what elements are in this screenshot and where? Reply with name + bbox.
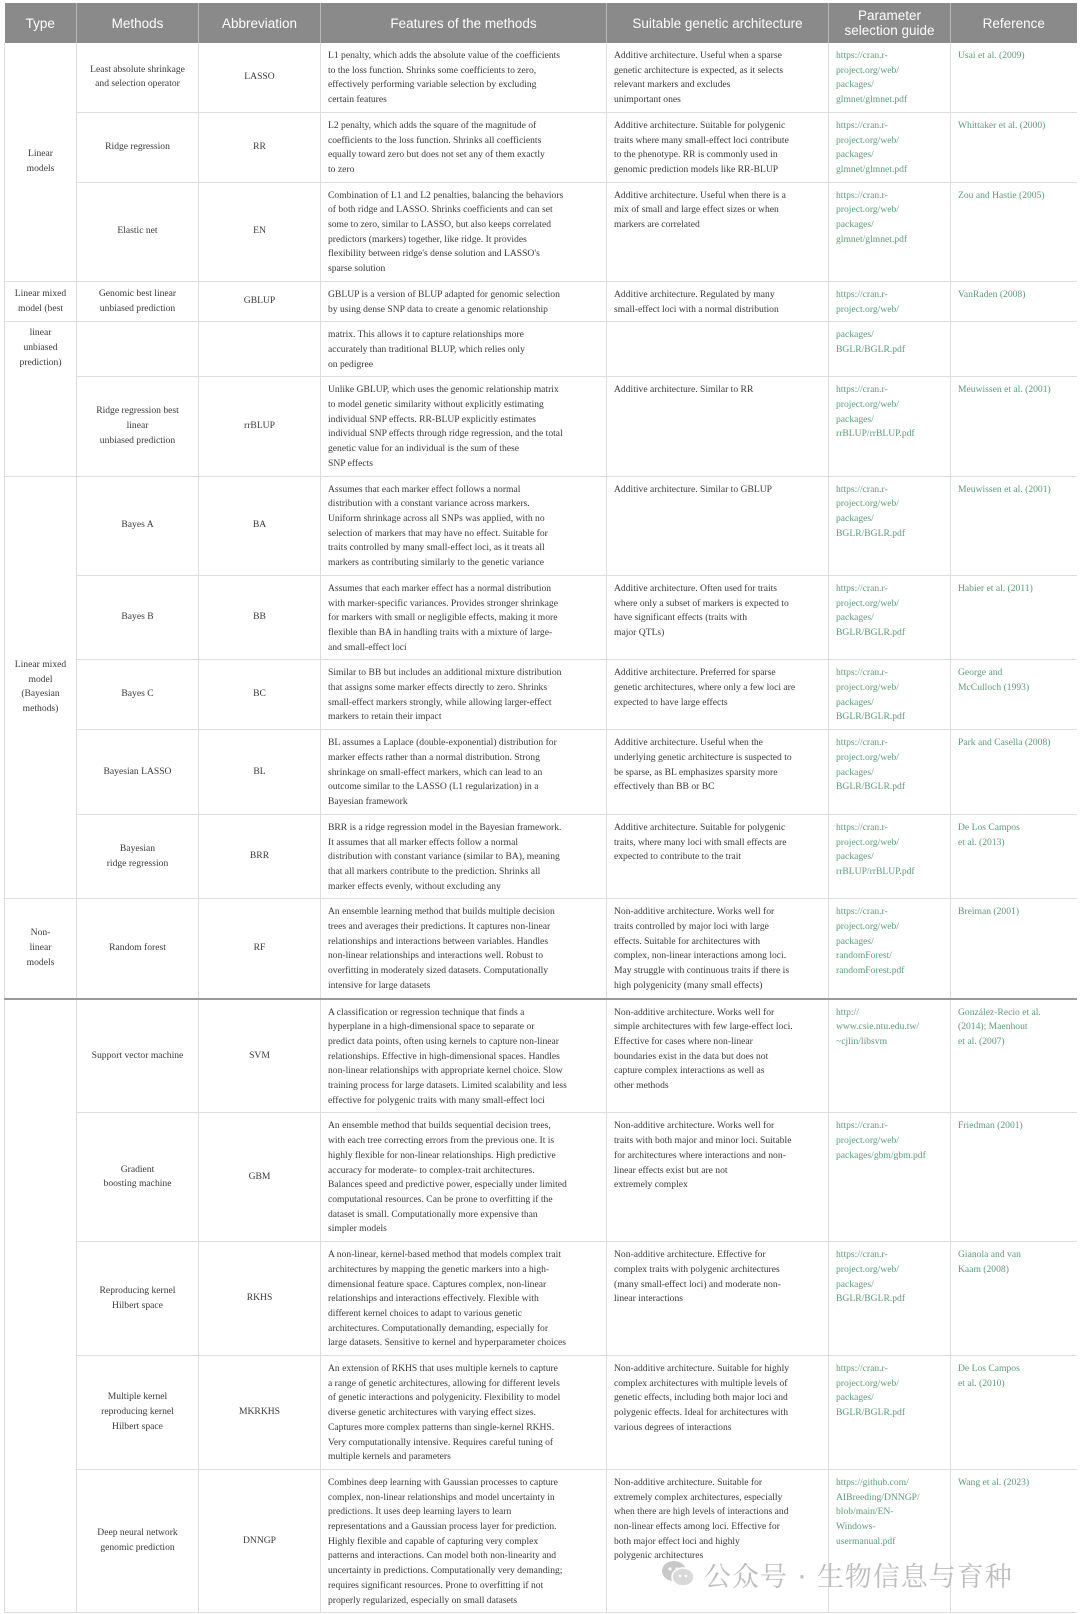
architecture-cell: Additive architecture. Similar to GBLUP (607, 476, 829, 575)
parameter-link[interactable]: https://cran.r- project.org/web/ packages/ glmnet/glmnet.pdf (829, 112, 951, 182)
parameter-link[interactable]: https://cran.r- project.org/web/ packages/ randomForest/ randomForest.pdf (829, 899, 951, 999)
type-cell: Non- linear models (5, 899, 77, 999)
parameter-link[interactable]: http:// www.csie.ntu.edu.tw/ ~cjlin/libsvm (829, 999, 951, 1113)
reference-link[interactable]: Meuwissen et al. (2001) (951, 377, 1077, 476)
header-abbreviation: Abbreviation (199, 3, 321, 43)
architecture-cell: Non-additive architecture. Works well for simple architectures with few large-effect loci. Effective for cases where non-linear boundaries exist in the data but does not capture complex interactions as well as other methods (607, 999, 829, 1113)
table-row (5, 730, 1077, 815)
header-methods: Methods (77, 3, 199, 43)
features-cell: BL assumes a Laplace (double-exponential) distribution for marker effects rather than a normal distribution. Strong shrinkage on small-effect markers, which can lead to an outcome similar to the LASSO (L1 regularization) in a Bayesian framework (321, 730, 607, 815)
method-cell: Bayes B (77, 575, 199, 660)
abbr-cell: BB (199, 575, 321, 660)
features-cell: Assumes that each marker effect has a normal distribution with marker-specific variances. Provides stronger shrinkage for markers with small or negligible effects, making it more flexible than BA in handling traits with a mixture of large- and small-effect loci (321, 575, 607, 660)
parameter-link[interactable]: https://cran.r- project.org/web/ packages/ BGLR/BGLR.pdf (829, 575, 951, 660)
method-cell: Ridge regression best linear unbiased prediction (77, 377, 199, 476)
abbr-cell: GBM (199, 1113, 321, 1242)
table-row (5, 814, 1077, 899)
reference-link[interactable]: Gianola and van Kaam (2008) (951, 1242, 1077, 1356)
architecture-cell: Non-additive architecture. Works well for traits with both major and minor loci. Suitable for architectures where interactions and non- linear effects exist but are not extremely complex (607, 1113, 829, 1242)
abbr-cell: RKHS (199, 1242, 321, 1356)
features-cell: Unlike GBLUP, which uses the genomic relationship matrix to model genetic similarity without explicitly estimating individual SNP effects. RR-BLUP explicitly estimates individual SNP effects through ridge regression, and the total genetic value for an individual is the sum of these SNP effects (321, 377, 607, 476)
method-cell: Random forest (77, 899, 199, 999)
abbr-cell: EN (199, 182, 321, 281)
features-cell: An ensemble learning method that builds multiple decision trees and averages their predictions. It captures non-linear relationships and interactions between variables. Handles non-linear relationships and interactions well. Robust to overfitting in moderately sized datasets. Computationally intensive for large datasets (321, 899, 607, 999)
table-row (5, 182, 1077, 281)
architecture-cell: Additive architecture. Useful when the underlying genetic architecture is suspected to be sparse, as BL emphasizes sparsity more effectively than BB or BC (607, 730, 829, 815)
method-cell: Bayesian ridge regression (77, 814, 199, 899)
header-row (5, 3, 1077, 43)
table-row (5, 1356, 1077, 1470)
parameter-link[interactable]: https://cran.r- project.org/web/ packages/ BGLR/BGLR.pdf (829, 1242, 951, 1356)
reference-link[interactable]: De Los Campos et al. (2013) (951, 814, 1077, 899)
parameter-link[interactable]: https://cran.r- project.org/web/ packages/ glmnet/glmnet.pdf (829, 43, 951, 112)
header-reference: Reference (951, 3, 1077, 43)
parameter-link[interactable]: https://cran.r- project.org/web/ packages/ glmnet/glmnet.pdf (829, 182, 951, 281)
architecture-cell: Additive architecture. Often used for traits where only a subset of markers is expected to have significant effects (traits with major QTLs) (607, 575, 829, 660)
abbr-cell: RF (199, 899, 321, 999)
method-cell: Least absolute shrinkage and selection operator (77, 43, 199, 112)
reference-link[interactable]: González-Recio et al. (2014); Maenhout et al. (2007) (951, 999, 1077, 1113)
architecture-cell: Additive architecture. Suitable for polygenic traits where many small-effect loci contribute to the phenotype. RR is commonly used in genomic prediction models like RR-BLUP (607, 112, 829, 182)
architecture-cell: Non-additive architecture. Suitable for highly complex architectures with multiple levels of genetic effects, including both major loci and polygenic effects. Ideal for architectures with various degrees of interactions (607, 1356, 829, 1470)
parameter-link[interactable]: packages/ BGLR/BGLR.pdf (829, 322, 951, 377)
abbr-cell: SVM (199, 999, 321, 1113)
type-cell: linear unbiased prediction) (5, 322, 77, 476)
features-cell: GBLUP is a version of BLUP adapted for genomic selection by using dense SNP data to create a genomic relationship (321, 281, 607, 321)
reference-link[interactable]: VanRaden (2008) (951, 281, 1077, 321)
features-cell: L1 penalty, which adds the absolute value of the coefficients to the loss function. Shrinks some coefficients to zero, effectively performing variable selection by excluding certain features (321, 43, 607, 112)
parameter-link[interactable]: https://cran.r- project.org/web/ packages/ rrBLUP/rrBLUP.pdf (829, 377, 951, 476)
features-cell: Assumes that each marker effect follows a normal distribution with a constant variance across markers. Uniform shrinkage across all SNPs was applied, with no selection of markers that may have no effect. Suitable for traits controlled by many small-effect loci, as it treats all markers as contributing similarly to the genetic variance (321, 476, 607, 575)
parameter-link[interactable]: https://cran.r- project.org/web/ packages/ BGLR/BGLR.pdf (829, 476, 951, 575)
reference-link[interactable]: George and McCulloch (1993) (951, 660, 1077, 730)
header-architecture: Suitable genetic architecture (607, 3, 829, 43)
features-cell: L2 penalty, which adds the square of the magnitude of coefficients to the loss function. Shrinks all coefficients equally toward zero but does not set any of them exactly to zero (321, 112, 607, 182)
table-row (5, 112, 1077, 182)
table-row (5, 281, 1077, 321)
table-row (5, 377, 1077, 476)
table-row (5, 322, 1077, 377)
architecture-cell: Additive architecture. Useful when there is a mix of small and large effect sizes or when markers are correlated (607, 182, 829, 281)
method-cell: Elastic net (77, 182, 199, 281)
architecture-cell: Additive architecture. Useful when a sparse genetic architecture is expected, as it selects relevant markers and excludes unimportant ones (607, 43, 829, 112)
abbr-cell (199, 322, 321, 377)
abbr-cell: DNNGP (199, 1469, 321, 1612)
method-cell (77, 322, 199, 377)
architecture-cell: Additive architecture. Similar to RR (607, 377, 829, 476)
method-cell: Bayes C (77, 660, 199, 730)
reference-link[interactable]: Whittaker et al. (2000) (951, 112, 1077, 182)
abbr-cell: BA (199, 476, 321, 575)
parameter-link[interactable]: https://cran.r- project.org/web/ (829, 281, 951, 321)
reference-link[interactable]: Friedman (2001) (951, 1113, 1077, 1242)
method-cell: Multiple kernel reproducing kernel Hilbert space (77, 1356, 199, 1470)
abbr-cell: BL (199, 730, 321, 815)
abbr-cell: BRR (199, 814, 321, 899)
table-row (5, 476, 1077, 575)
method-cell: Reproducing kernel Hilbert space (77, 1242, 199, 1356)
features-cell: An extension of RKHS that uses multiple kernels to capture a range of genetic architectures, allowing for different levels of genetic interactions and polygenicity. Flexibility to model diverse genetic architectures with varying effect sizes. Captures more complex patterns than single-kernel RKHS. Very computationally intensive. Requires careful tuning of multiple kernels and parameters (321, 1356, 607, 1470)
header-type: Type (5, 3, 77, 43)
table-row (5, 999, 1077, 1113)
features-cell: Combines deep learning with Gaussian processes to capture complex, non-linear relationships and model uncertainty in predictions. It uses deep learning layers to learn representations and a Gaussian process layer for prediction. Highly flexible and capable of capturing very complex patterns and interactions. Can model both non-linearity and uncertainty in predictions. Computationally very demanding; requires significant resources. Prone to overfitting if not properly regularized, especially on small datasets (321, 1469, 607, 1612)
table-row (5, 575, 1077, 660)
reference-link[interactable]: Habier et al. (2011) (951, 575, 1077, 660)
table-row (5, 899, 1077, 999)
table-row (5, 1469, 1077, 1612)
features-cell: A non-linear, kernel-based method that models complex trait architectures by mapping the genetic markers into a high- dimensional feature space. Captures complex, non-linear relationships and interactions effectively. Flexible with different kernel choices to adapt to various genetic architectures. Computationally demanding, especially for large datasets. Sensitive to kernel and hyperparameter choices (321, 1242, 607, 1356)
method-cell: Support vector machine (77, 999, 199, 1113)
architecture-cell: Additive architecture. Preferred for sparse genetic architectures, where only a few loci are expected to have large effects (607, 660, 829, 730)
header-parameter-guide: Parameter selection guide (829, 3, 951, 43)
method-cell: Genomic best linear unbiased prediction (77, 281, 199, 321)
method-cell: Gradient boosting machine (77, 1113, 199, 1242)
architecture-cell: Additive architecture. Suitable for polygenic traits, where many loci with small effects are expected to contribute to the trait (607, 814, 829, 899)
abbr-cell: rrBLUP (199, 377, 321, 476)
architecture-cell: Non-additive architecture. Suitable for extremely complex architectures, especially when there are high levels of interactions and non-linear effects among loci. Effective for both major effect loci and highly polygenic architectures (607, 1469, 829, 1612)
table-row (5, 1113, 1077, 1242)
header-features: Features of the methods (321, 3, 607, 43)
watermark-label: 公众号 · 生物信息与育种 (704, 1561, 1013, 1593)
methods-table (4, 3, 1077, 1613)
reference-link[interactable]: Breiman (2001) (951, 899, 1077, 999)
parameter-link[interactable]: https://cran.r- project.org/web/ packages/ BGLR/BGLR.pdf (829, 660, 951, 730)
features-cell: A classification or regression technique that finds a hyperplane in a high-dimensional space to separate or predict data points, often using kernels to capture non-linear relationships. Effective in high-dimensional spaces. Handles non-linear relationships with appropriate kernel choice. Slow training process for large datasets. Limited scalability and less effective for polygenic traits with many small-effect loci (321, 999, 607, 1113)
method-cell: Deep neural network genomic prediction (77, 1469, 199, 1612)
type-cell-empty (5, 999, 77, 1613)
abbr-cell: BC (199, 660, 321, 730)
parameter-link[interactable]: https://cran.r- project.org/web/ packages/ BGLR/BGLR.pdf (829, 730, 951, 815)
abbr-cell: RR (199, 112, 321, 182)
reference-link[interactable]: Meuwissen et al. (2001) (951, 476, 1077, 575)
method-cell: Ridge regression (77, 112, 199, 182)
type-cell: Linear mixed model (Bayesian methods) (5, 476, 77, 899)
reference-link[interactable]: Wang et al. (2023) (951, 1469, 1077, 1612)
method-cell: Bayes A (77, 476, 199, 575)
features-cell: BRR is a ridge regression model in the Bayesian framework. It assumes that all marker effects follow a normal distribution with constant variance (similar to BA), meaning that all markers contribute to the prediction. Shrinks all marker effects evenly, without excluding any (321, 814, 607, 899)
reference-link[interactable]: Usai et al. (2009) (951, 43, 1077, 112)
architecture-cell (607, 322, 829, 377)
architecture-cell: Additive architecture. Regulated by many small-effect loci with a normal distribution (607, 281, 829, 321)
reference-link[interactable]: Park and Casella (2008) (951, 730, 1077, 815)
architecture-cell: Non-additive architecture. Effective for complex traits with polygenic architectures (many small-effect loci) and moderate non- linear interactions (607, 1242, 829, 1356)
parameter-link[interactable]: https://cran.r- project.org/web/ packages/ BGLR/BGLR.pdf (829, 1356, 951, 1470)
features-cell: Combination of L1 and L2 penalties, balancing the behaviors of both ridge and LASSO. Shrinks coefficients and can set some to zero, similar to LASSO, but also keeps correlated predictors (markers) together, like ridge. It provides flexibility between ridge's dense solution and LASSO's sparse solution (321, 182, 607, 281)
table-row (5, 43, 1077, 112)
reference-link[interactable] (951, 322, 1077, 377)
table-row (5, 660, 1077, 730)
architecture-cell: Non-additive architecture. Works well for traits controlled by major loci with large effects. Suitable for architectures with complex, non-linear interactions among loci. May struggle with continuous traits if there is high polygenicity (many small effects) (607, 899, 829, 999)
abbr-cell: GBLUP (199, 281, 321, 321)
parameter-link[interactable]: https://github.com/ AIBreeding/DNNGP/ blob/main/EN- Windows- usermanual.pdf (829, 1469, 951, 1612)
type-cell: Linear mixed model (best (5, 281, 77, 321)
reference-link[interactable]: Zou and Hastie (2005) (951, 182, 1077, 281)
abbr-cell: LASSO (199, 43, 321, 112)
table-row (5, 1242, 1077, 1356)
parameter-link[interactable]: https://cran.r- project.org/web/ packages/gbm/gbm.pdf (829, 1113, 951, 1242)
features-cell: An ensemble method that builds sequential decision trees, with each tree correcting errors from the previous one. It is highly flexible for non-linear relationships. High predictive accuracy for moderate- to complex-trait architectures. Balances speed and predictive power, especially under limited computational resources. Can be prone to overfitting if the dataset is small. Computationally more expensive than simpler models (321, 1113, 607, 1242)
abbr-cell: MKRKHS (199, 1356, 321, 1470)
method-cell: Bayesian LASSO (77, 730, 199, 815)
reference-link[interactable]: De Los Campos et al. (2010) (951, 1356, 1077, 1470)
features-cell: Similar to BB but includes an additional mixture distribution that assigns some marker effects directly to zero. Shrinks small-effect markers strongly, while allowing larger-effect markers to retain their impact (321, 660, 607, 730)
type-cell: Linear models (5, 43, 77, 281)
features-cell: matrix. This allows it to capture relationships more accurately than traditional BLUP, which relies only on pedigree (321, 322, 607, 377)
parameter-link[interactable]: https://cran.r- project.org/web/ packages/ rrBLUP/rrBLUP.pdf (829, 814, 951, 899)
